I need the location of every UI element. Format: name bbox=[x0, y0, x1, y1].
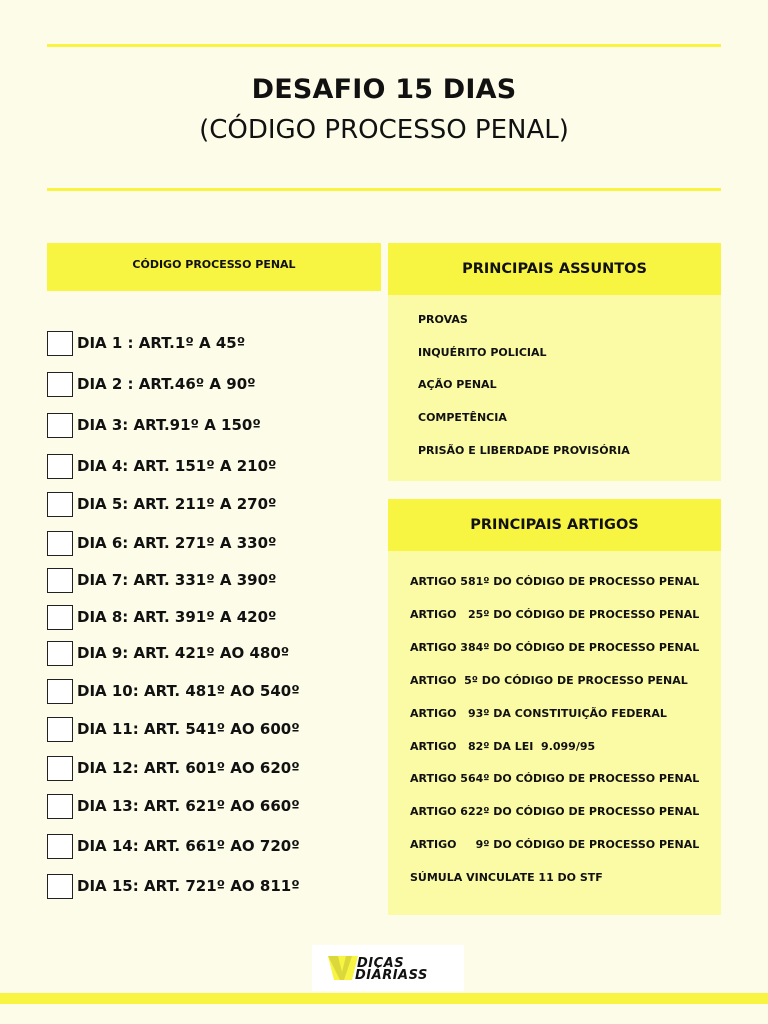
day-checkbox[interactable] bbox=[47, 834, 73, 859]
day-row[interactable] bbox=[47, 716, 300, 742]
day-checkbox[interactable] bbox=[47, 492, 73, 517]
day-row[interactable] bbox=[47, 330, 245, 356]
day-row[interactable] bbox=[47, 491, 276, 517]
day-checkbox[interactable] bbox=[47, 874, 73, 899]
logo-text-line2: DIÁRIASS bbox=[355, 968, 428, 983]
artigo-item: ARTIGO 25º DO CÓDIGO DE PROCESSO PENAL bbox=[410, 608, 700, 621]
artigo-item: ARTIGO 9º DO CÓDIGO DE PROCESSO PENAL bbox=[410, 838, 700, 851]
day-checkbox[interactable] bbox=[47, 454, 73, 479]
day-checkbox[interactable] bbox=[47, 756, 73, 781]
day-row[interactable] bbox=[47, 678, 300, 704]
day-row[interactable] bbox=[47, 873, 300, 899]
day-label: DIA 5: ART. 211º A 270º bbox=[77, 495, 277, 513]
page-title: DESAFIO 15 DIAS bbox=[251, 74, 517, 105]
day-label: DIA 6: ART. 271º A 330º bbox=[77, 534, 277, 552]
day-row[interactable] bbox=[47, 453, 276, 479]
assunto-item: COMPETÊNCIA bbox=[418, 411, 507, 424]
day-label: DIA 11: ART. 541º AO 600º bbox=[77, 720, 300, 738]
day-row[interactable] bbox=[47, 755, 300, 781]
day-label: DIA 14: ART. 661º AO 720º bbox=[77, 837, 300, 855]
day-label: DIA 3: ART.91º A 150º bbox=[77, 416, 261, 434]
artigo-item: ARTIGO 5º DO CÓDIGO DE PROCESSO PENAL bbox=[410, 674, 688, 687]
artigos-header: PRINCIPAIS ARTIGOS bbox=[388, 499, 721, 551]
day-row[interactable] bbox=[47, 371, 256, 397]
day-row[interactable] bbox=[47, 640, 289, 666]
day-checkbox[interactable] bbox=[47, 531, 73, 556]
day-row[interactable] bbox=[47, 604, 276, 630]
day-label: DIA 13: ART. 621º AO 660º bbox=[77, 797, 300, 815]
day-label: DIA 1 : ART.1º A 45º bbox=[77, 334, 246, 352]
artigo-item: ARTIGO 93º DA CONSTITUIÇÃO FEDERAL bbox=[410, 707, 667, 720]
day-label: DIA 2 : ART.46º A 90º bbox=[77, 375, 256, 393]
day-label: DIA 12: ART. 601º AO 620º bbox=[77, 759, 300, 777]
day-checkbox[interactable] bbox=[47, 794, 73, 819]
footer-bar bbox=[0, 993, 768, 1004]
day-checkbox[interactable] bbox=[47, 641, 73, 666]
day-checkbox[interactable] bbox=[47, 331, 73, 356]
artigo-item: ARTIGO 564º DO CÓDIGO DE PROCESSO PENAL bbox=[410, 772, 700, 785]
day-label: DIA 4: ART. 151º A 210º bbox=[77, 457, 277, 475]
assunto-item: INQUÉRITO POLICIAL bbox=[418, 346, 547, 359]
day-checkbox[interactable] bbox=[47, 679, 73, 704]
day-row[interactable] bbox=[47, 793, 300, 819]
top-divider bbox=[47, 44, 721, 47]
logo-text-line1: DICAS bbox=[357, 956, 405, 971]
brand-logo bbox=[312, 945, 464, 991]
artigo-item: ARTIGO 622º DO CÓDIGO DE PROCESSO PENAL bbox=[410, 805, 700, 818]
artigo-item: ARTIGO 384º DO CÓDIGO DE PROCESSO PENAL bbox=[410, 641, 700, 654]
assuntos-header: PRINCIPAIS ASSUNTOS bbox=[388, 243, 721, 295]
day-label: DIA 10: ART. 481º AO 540º bbox=[77, 682, 300, 700]
day-checkbox[interactable] bbox=[47, 568, 73, 593]
day-row[interactable] bbox=[47, 530, 276, 556]
day-checkbox[interactable] bbox=[47, 717, 73, 742]
day-label: DIA 7: ART. 331º A 390º bbox=[77, 571, 277, 589]
day-row[interactable] bbox=[47, 412, 261, 438]
logo-mark-icon bbox=[328, 956, 358, 980]
artigo-item: ARTIGO 581º DO CÓDIGO DE PROCESSO PENAL bbox=[410, 575, 700, 588]
schedule-header: CÓDIGO PROCESSO PENAL bbox=[47, 243, 381, 291]
day-checkbox[interactable] bbox=[47, 372, 73, 397]
day-label: DIA 15: ART. 721º AO 811º bbox=[77, 877, 300, 895]
assunto-item: AÇÃO PENAL bbox=[418, 378, 497, 391]
day-label: DIA 8: ART. 391º A 420º bbox=[77, 608, 277, 626]
page-subtitle: (CÓDIGO PROCESSO PENAL) bbox=[199, 115, 569, 145]
day-checkbox[interactable] bbox=[47, 413, 73, 438]
assunto-item: PRISÃO E LIBERDADE PROVISÓRIA bbox=[418, 444, 630, 457]
artigo-item: SÚMULA VINCULATE 11 DO STF bbox=[410, 871, 603, 884]
day-row[interactable] bbox=[47, 567, 276, 593]
day-label: DIA 9: ART. 421º AO 480º bbox=[77, 644, 290, 662]
header-divider bbox=[47, 188, 721, 191]
day-row[interactable] bbox=[47, 833, 300, 859]
assunto-item: PROVAS bbox=[418, 313, 468, 326]
artigo-item: ARTIGO 82º DA LEI 9.099/95 bbox=[410, 740, 596, 753]
day-checkbox[interactable] bbox=[47, 605, 73, 630]
